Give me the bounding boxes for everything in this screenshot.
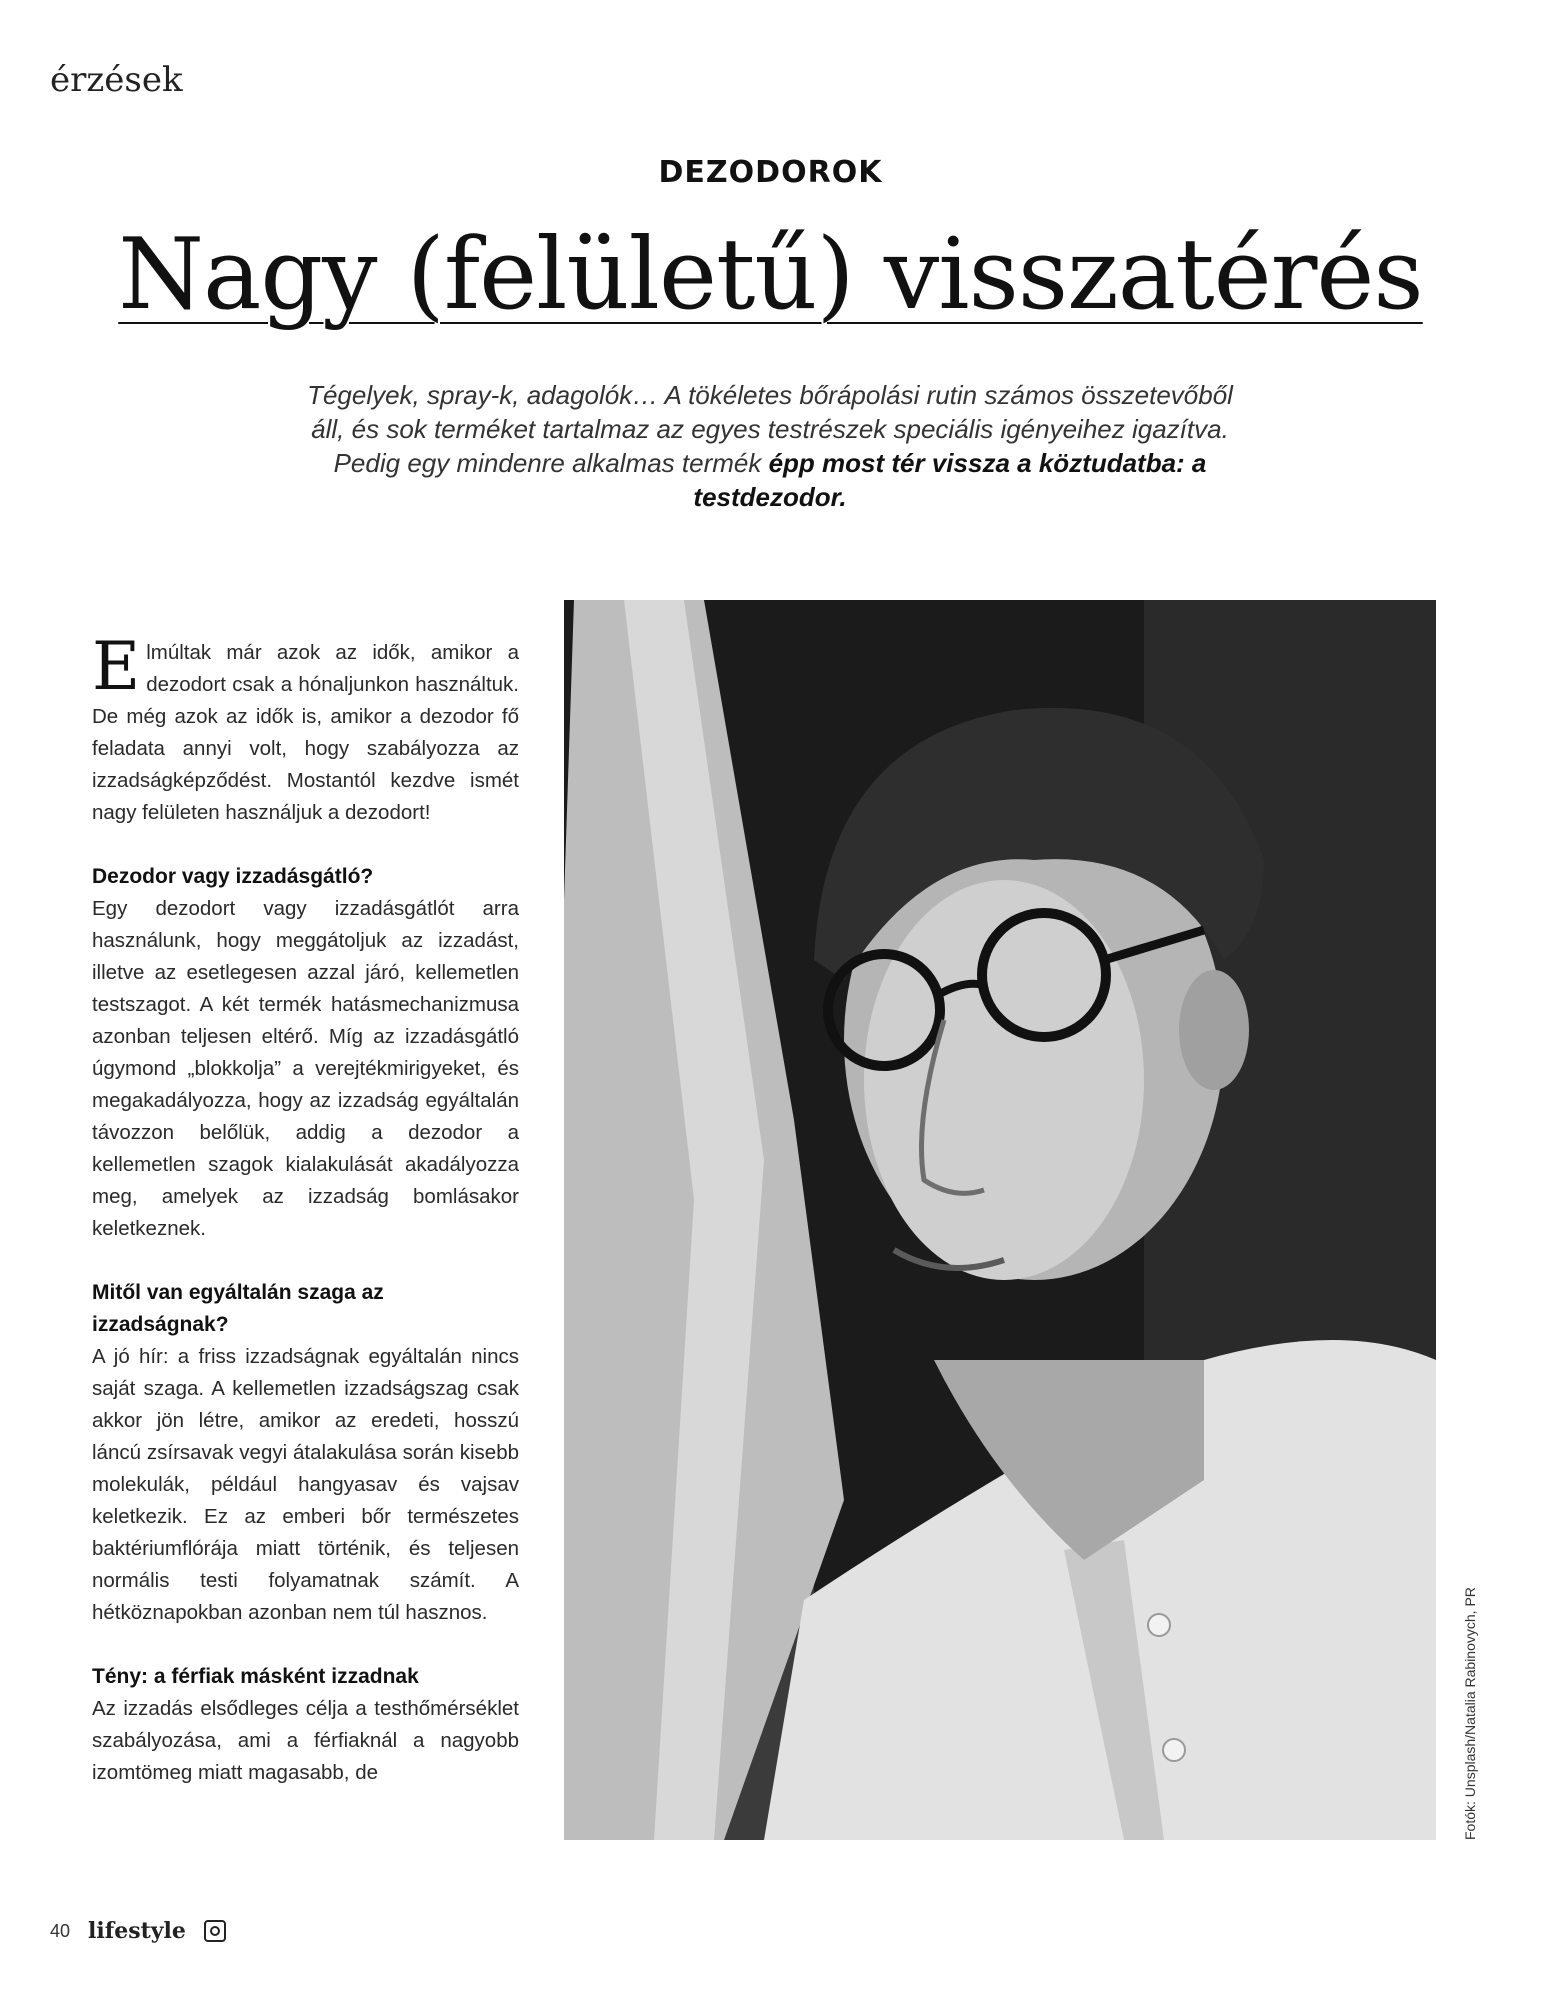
- photo-credit: Fotók: Unsplash/Natalia Rabinovych, PR: [1462, 1587, 1478, 1840]
- article-headline: [0, 215, 1541, 335]
- page-number: 40: [50, 1920, 71, 1941]
- section-paragraph: A jó hír: a friss izzadságnak egyáltalán nincs saját szaga. A kellemetlen izzadságszag csak akkor jön létre, amikor az eredeti, hosszú láncú zsírsavak vegyi átalakulása során kisebb molekulák, például hangyasav és vajsav keletkezik. Ez az emberi bőr természetes baktériumflórája miatt történik, és teljesen normális testi folyamatnak számít. A hétköznapokban azonban nem túl hasznos.: [92, 1345, 519, 1624]
- headline-text: Nagy (felületű) visszatérés: [118, 218, 1423, 332]
- page-footer: [50, 1918, 226, 1944]
- portrait-illustration: [564, 600, 1436, 1840]
- intro-paragraph: [92, 628, 519, 829]
- magazine-logo-icon: [204, 1920, 226, 1942]
- intro-text: lmúltak már azok az idők, amikor a dezodort csak a hónaljunkon használtuk. De még azok az idők is, amikor a dezodor fő feladata annyi volt, hogy szabályozza az izzadságképződést. Mostantól kezdve ismét nagy felületen használjuk a dezodort!: [92, 641, 519, 824]
- section-paragraph: Az izzadás elsődleges célja a testhőmérséklet szabályozása, ami a férfiaknál a nagyobb izomtömeg miatt magasabb, de: [92, 1697, 519, 1784]
- article-kicker: DEZODOROK: [658, 155, 883, 190]
- magazine-name: lifestyle: [88, 1918, 186, 1944]
- section-heading: Tény: a férfiak másként izzadnak: [92, 1665, 419, 1688]
- section-tag: érzések: [50, 60, 183, 100]
- section-paragraph: Egy dezodort vagy izzadásgátlót arra használunk, hogy meggátoljuk az izzadást, illetve az esetlegesen azzal járó, kellemetlen testszagot. A két termék hatásmechanizmusa azonban teljesen eltérő. Míg az izzadásgátló úgymond „blokkolja” a verejtékmirigyeket, és megakadályozza, hogy az izzadság egyáltalán távozzon belőlük, addig a dezodor a kellemetlen szagok kialakulását akadályozza meg, amelyek az izzadság bomlásakor keletkeznek.: [92, 897, 519, 1240]
- drop-cap: E: [92, 628, 141, 705]
- lead-emphasis: épp most tér vissza a köztudatba: a testdezodor.: [693, 448, 1207, 512]
- section-heading: Dezodor vagy izzadásgátló?: [92, 865, 374, 888]
- article-body: [92, 628, 519, 1789]
- article-photo: [564, 600, 1436, 1840]
- lead-text: Tégelyek, spray-k, adagolók… A tökéletes bőrápolási rutin számos összetevőből áll, és sok terméket tartalmaz az egyes testrészek speciális igényeihez igazítva. Pedig egy mindenre alkalmas termék: [307, 380, 1233, 478]
- article-lead: [300, 378, 1240, 514]
- section-heading: Mitől van egyáltalán szaga az izzadságnak?: [92, 1281, 384, 1336]
